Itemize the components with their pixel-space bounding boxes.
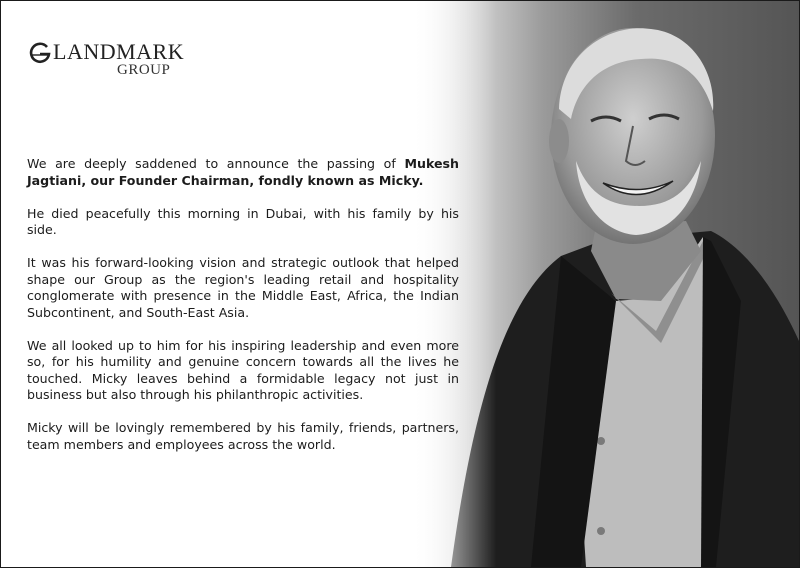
portrait-photo [411,1,799,567]
paragraph-announcement [27,156,459,189]
announcement-text [27,156,459,470]
landmark-logo-icon [29,42,51,64]
logo-subtitle: GROUP [117,62,171,78]
paragraph-remembrance: Micky will be lovingly remembered by his family, friends, partners, team members and employees across the world. [27,420,459,452]
portrait-illustration [411,1,799,567]
paragraph-legacy: We all looked up to him for his inspiring leadership and even more so, for his humility and genuine concern towards all the lives he touched. Micky leaves behind a formidable legacy not just in business but also through his philanthropic activities. [27,337,459,402]
announcement-intro: We are deeply saddened to announce the passing of [27,156,405,171]
announcement-name: Mukesh Jagtiani, our Founder Chairman, fondly known as Micky. [27,156,459,188]
logo-wordmark: LANDMARK [53,39,185,64]
paragraph-vision: It was his forward-looking vision and strategic outlook that helped shape our Group as the region's leading retail and hospitality conglomerate with presence in the Middle East, Africa, the Indian Subcontinent, and South-East Asia. [27,255,459,320]
landmark-group-logo [29,39,199,83]
paragraph-passing: He died peacefully this morning in Dubai, with his family by his side. [27,205,459,237]
